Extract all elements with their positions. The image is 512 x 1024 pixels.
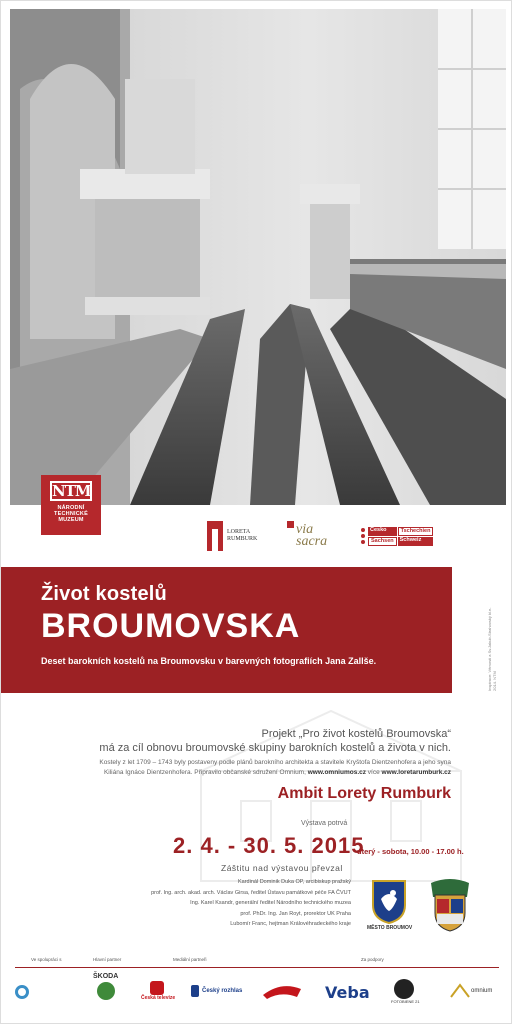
fotobiene-logo [391, 979, 420, 1004]
via-sacra-line2: sacra [296, 534, 328, 549]
patronage-title: Záštitu nad výstavou převzal [221, 863, 343, 873]
loreta-icon [207, 521, 223, 551]
patron: prof. PhDr. Ing. Jan Royt, prorektor UK Praha [240, 910, 351, 917]
sponsor-categories [1, 957, 512, 965]
ct-text: Česká televize [141, 995, 176, 1001]
opening-hours: úterý - sobota, 10.00 - 17.00 h. [357, 847, 464, 856]
patron: Ing. Karel Ksandr, generální ředitel Národního technického muzea [190, 900, 351, 906]
small-line1: Kostely z let 1709 – 1743 byly postaveny podle plánů barokního architekta a stavitele Kryštofa Dientzenhofera a jeho syna [99, 759, 451, 766]
via-sacra-logo [287, 519, 327, 553]
broumov-crest-icon [371, 879, 407, 925]
small-mid: více [367, 769, 380, 776]
title-main: BROUMOVSKA [41, 607, 301, 645]
broumovsko-icon [261, 983, 303, 999]
category-label: Za podpory [361, 957, 384, 962]
loreta-link[interactable]: www.loretarumburk.cz [381, 769, 451, 776]
title-band [1, 567, 452, 693]
fotobiene-text: FOTOBIENE 21 [391, 999, 420, 1004]
skoda-logo [93, 973, 118, 1000]
veba-logo [325, 983, 370, 1002]
title-sub: Život kostelů [41, 583, 167, 605]
ntm-logo-mark: NTM [52, 482, 91, 500]
omnium-text: omnium [471, 988, 493, 994]
ceska-televize-logo [141, 981, 175, 1001]
project-small-text [41, 758, 451, 778]
skoda-icon [97, 982, 115, 1000]
small-line2: Kiliána Ignáce Dientzenhofera. Připravilo občanské sdružení Omnium, [103, 769, 306, 776]
ministry-icon [15, 985, 29, 999]
ct-icon [150, 981, 164, 995]
venue-title: Ambit Lorety Rumburk [277, 785, 451, 802]
skoda-text: ŠKODA [93, 973, 119, 980]
cesky-rozhlas-logo [191, 985, 242, 997]
category-label: Hlavní partner [93, 957, 122, 962]
loreta-rumburk-logo [207, 519, 257, 553]
vertical-credit-note: Inspirace: Věrnosti a Sv.Jakub-Strahovský kl.e-2014. NTM [487, 607, 497, 691]
project-info [41, 727, 451, 803]
cesko-cell: Česko [368, 527, 397, 536]
church-interior-photo [10, 9, 506, 505]
ministry-logo [15, 985, 32, 999]
patron: Kardinál Dominik Duka OP, arcibiskup pražský [238, 879, 351, 885]
cesko-cell: Tschechien [398, 527, 434, 536]
project-line1: Projekt „Pro život kostelů Broumovska“ [261, 728, 451, 740]
cesko-cell: Sachsen [368, 537, 397, 546]
exhibition-dates: 2. 4. - 30. 5. 2015 [173, 833, 365, 858]
loreta-logo-text: LORETA RUMBURK [227, 529, 258, 542]
sponsor-logos [1, 973, 512, 1017]
ntm-logo [41, 475, 101, 535]
project-line2: má za cíl obnovu broumovské skupiny barokních kostelů a života v nich. [99, 742, 451, 754]
cesko-cell: Schweiz [398, 537, 434, 546]
exhibition-label: Výstava potrvá [301, 820, 348, 827]
patrons-list [101, 877, 351, 930]
bishop-crest-icon [427, 877, 473, 933]
cro-text: Český rozhlas [202, 988, 243, 994]
title-description: Deset barokních kostelů na Broumovsku v barevných fotografiích Jana Zallše. [41, 656, 377, 666]
ntm-logo-text: NÁRODNÍ TECHNICKÉ MUZEUM [54, 505, 88, 523]
fotobiene-icon [394, 979, 414, 999]
veba-text: Veba [325, 983, 370, 1002]
church-interior-image [10, 9, 506, 505]
broumovsko-logo [261, 983, 303, 999]
cesko-dots-icon [361, 527, 365, 545]
omnium-link[interactable]: www.omniumos.cz [307, 769, 366, 776]
category-label: Mediální partneři [173, 957, 207, 962]
patron: Lubomír Franc, hejtman Královéhradeckého kraje [230, 921, 351, 927]
cesko-sasko-logo [361, 519, 433, 553]
patron: prof. Ing. arch. akad. arch. Václav Girsa, ředitel Ústavu památkové péče FA ČVUT [151, 889, 351, 896]
category-label: Ve spolupráci s [31, 957, 62, 962]
town-label: MĚSTO BROUMOV [367, 925, 413, 931]
omnium-logo [449, 983, 492, 999]
omnium-icon [449, 983, 471, 999]
via-sacra-icon [287, 521, 294, 528]
cro-icon [191, 985, 199, 997]
via-sacra-line1: via [296, 522, 314, 537]
sponsor-divider [15, 967, 499, 968]
